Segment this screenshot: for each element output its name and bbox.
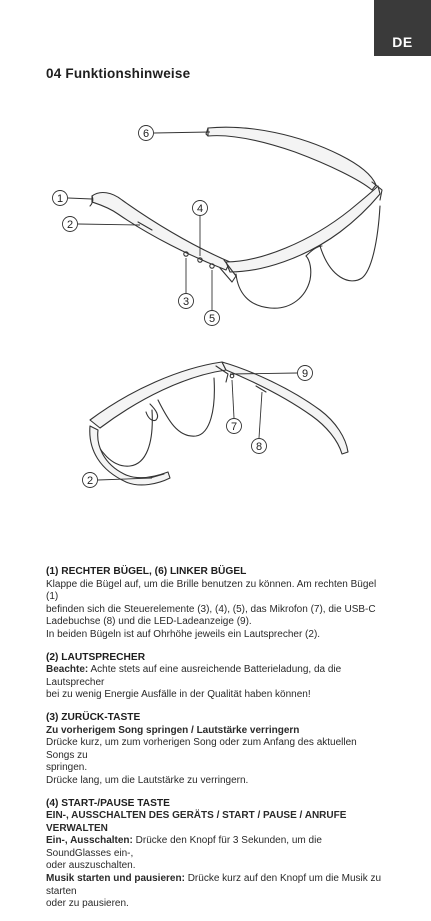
body-line: befinden sich die Steuerelemente (3), (4), (5), das Mikrofon (7), die USB-C: [46, 603, 376, 615]
section-heading: (2) LAUTSPRECHER: [46, 651, 146, 663]
note-label: Beachte:: [46, 664, 89, 676]
body-line: In beiden Bügeln ist auf Ohrhöhe jeweils ein Lautsprecher (2).: [46, 628, 321, 640]
section-subheading: Zu vorherigem Song springen / Lautstärke verringern: [46, 724, 300, 736]
body-line: Klappe die Bügel auf, um die Brille benutzen zu können. Am rechten Bügel (1): [46, 578, 377, 603]
page-title: 04 Funktionshinweise: [46, 66, 191, 81]
glasses-illustration-back: [0, 340, 431, 540]
section-heading: (4) START-/PAUSE TASTE: [46, 797, 170, 809]
section-heading: (3) ZURÜCK-TASTE: [46, 711, 141, 723]
callout-8: 8: [255, 441, 263, 453]
callout-1: 1: [56, 193, 64, 205]
section-heading: (1) RECHTER BÜGEL, (6) LINKER BÜGEL: [46, 566, 247, 577]
body-line: [46, 873, 386, 898]
power-text: Drücke den Knopf für 3 Sekunden, um die SoundGlasses ein-,: [46, 835, 322, 859]
section-back-button: [46, 712, 386, 788]
section-start-pause: [46, 798, 386, 911]
power-label: Ein-, Ausschalten:: [46, 835, 133, 847]
instructions-text: [46, 566, 386, 921]
body-line: oder zu pausieren.: [46, 898, 129, 910]
callout-4: 4: [196, 203, 204, 215]
body-line: springen.: [46, 762, 88, 774]
body-line: Ladebuchse (8) und die LED-Ladeanzeige (9).: [46, 616, 252, 628]
music-text: Drücke kurz auf den Knopf um die Musik zu starten: [46, 873, 382, 897]
callout-9: 9: [301, 368, 309, 380]
note-text: Achte stets auf eine ausreichende Batterieladung, da die Lautsprecher: [46, 664, 342, 688]
section-temples: [46, 566, 386, 642]
callout-2-bottom: 2: [86, 475, 94, 487]
glasses-illustration-front: [0, 110, 431, 335]
callout-2: 2: [66, 219, 74, 231]
section-subheading: EIN-, AUSSCHALTEN DES GERÄTS / START / PAUSE / ANRUFE VERWALTEN: [46, 810, 347, 834]
body-line: bei zu wenig Energie Ausfälle in der Qualität haben können!: [46, 689, 311, 701]
callout-3: 3: [182, 296, 190, 308]
body-line: [46, 835, 386, 860]
body-line: [46, 664, 386, 689]
callout-5: 5: [208, 313, 216, 325]
section-speaker: [46, 652, 386, 702]
body-line: Drücke kurz, um zum vorherigen Song oder zum Anfang des aktuellen Songs zu: [46, 737, 357, 761]
language-tab: DE: [374, 0, 431, 56]
callout-6: 6: [142, 128, 150, 140]
music-label: Musik starten und pausieren:: [46, 873, 185, 885]
body-line: oder auszuschalten.: [46, 860, 136, 872]
body-line: Drücke lang, um die Lautstärke zu verringern.: [46, 774, 249, 786]
callout-7: 7: [230, 421, 238, 433]
